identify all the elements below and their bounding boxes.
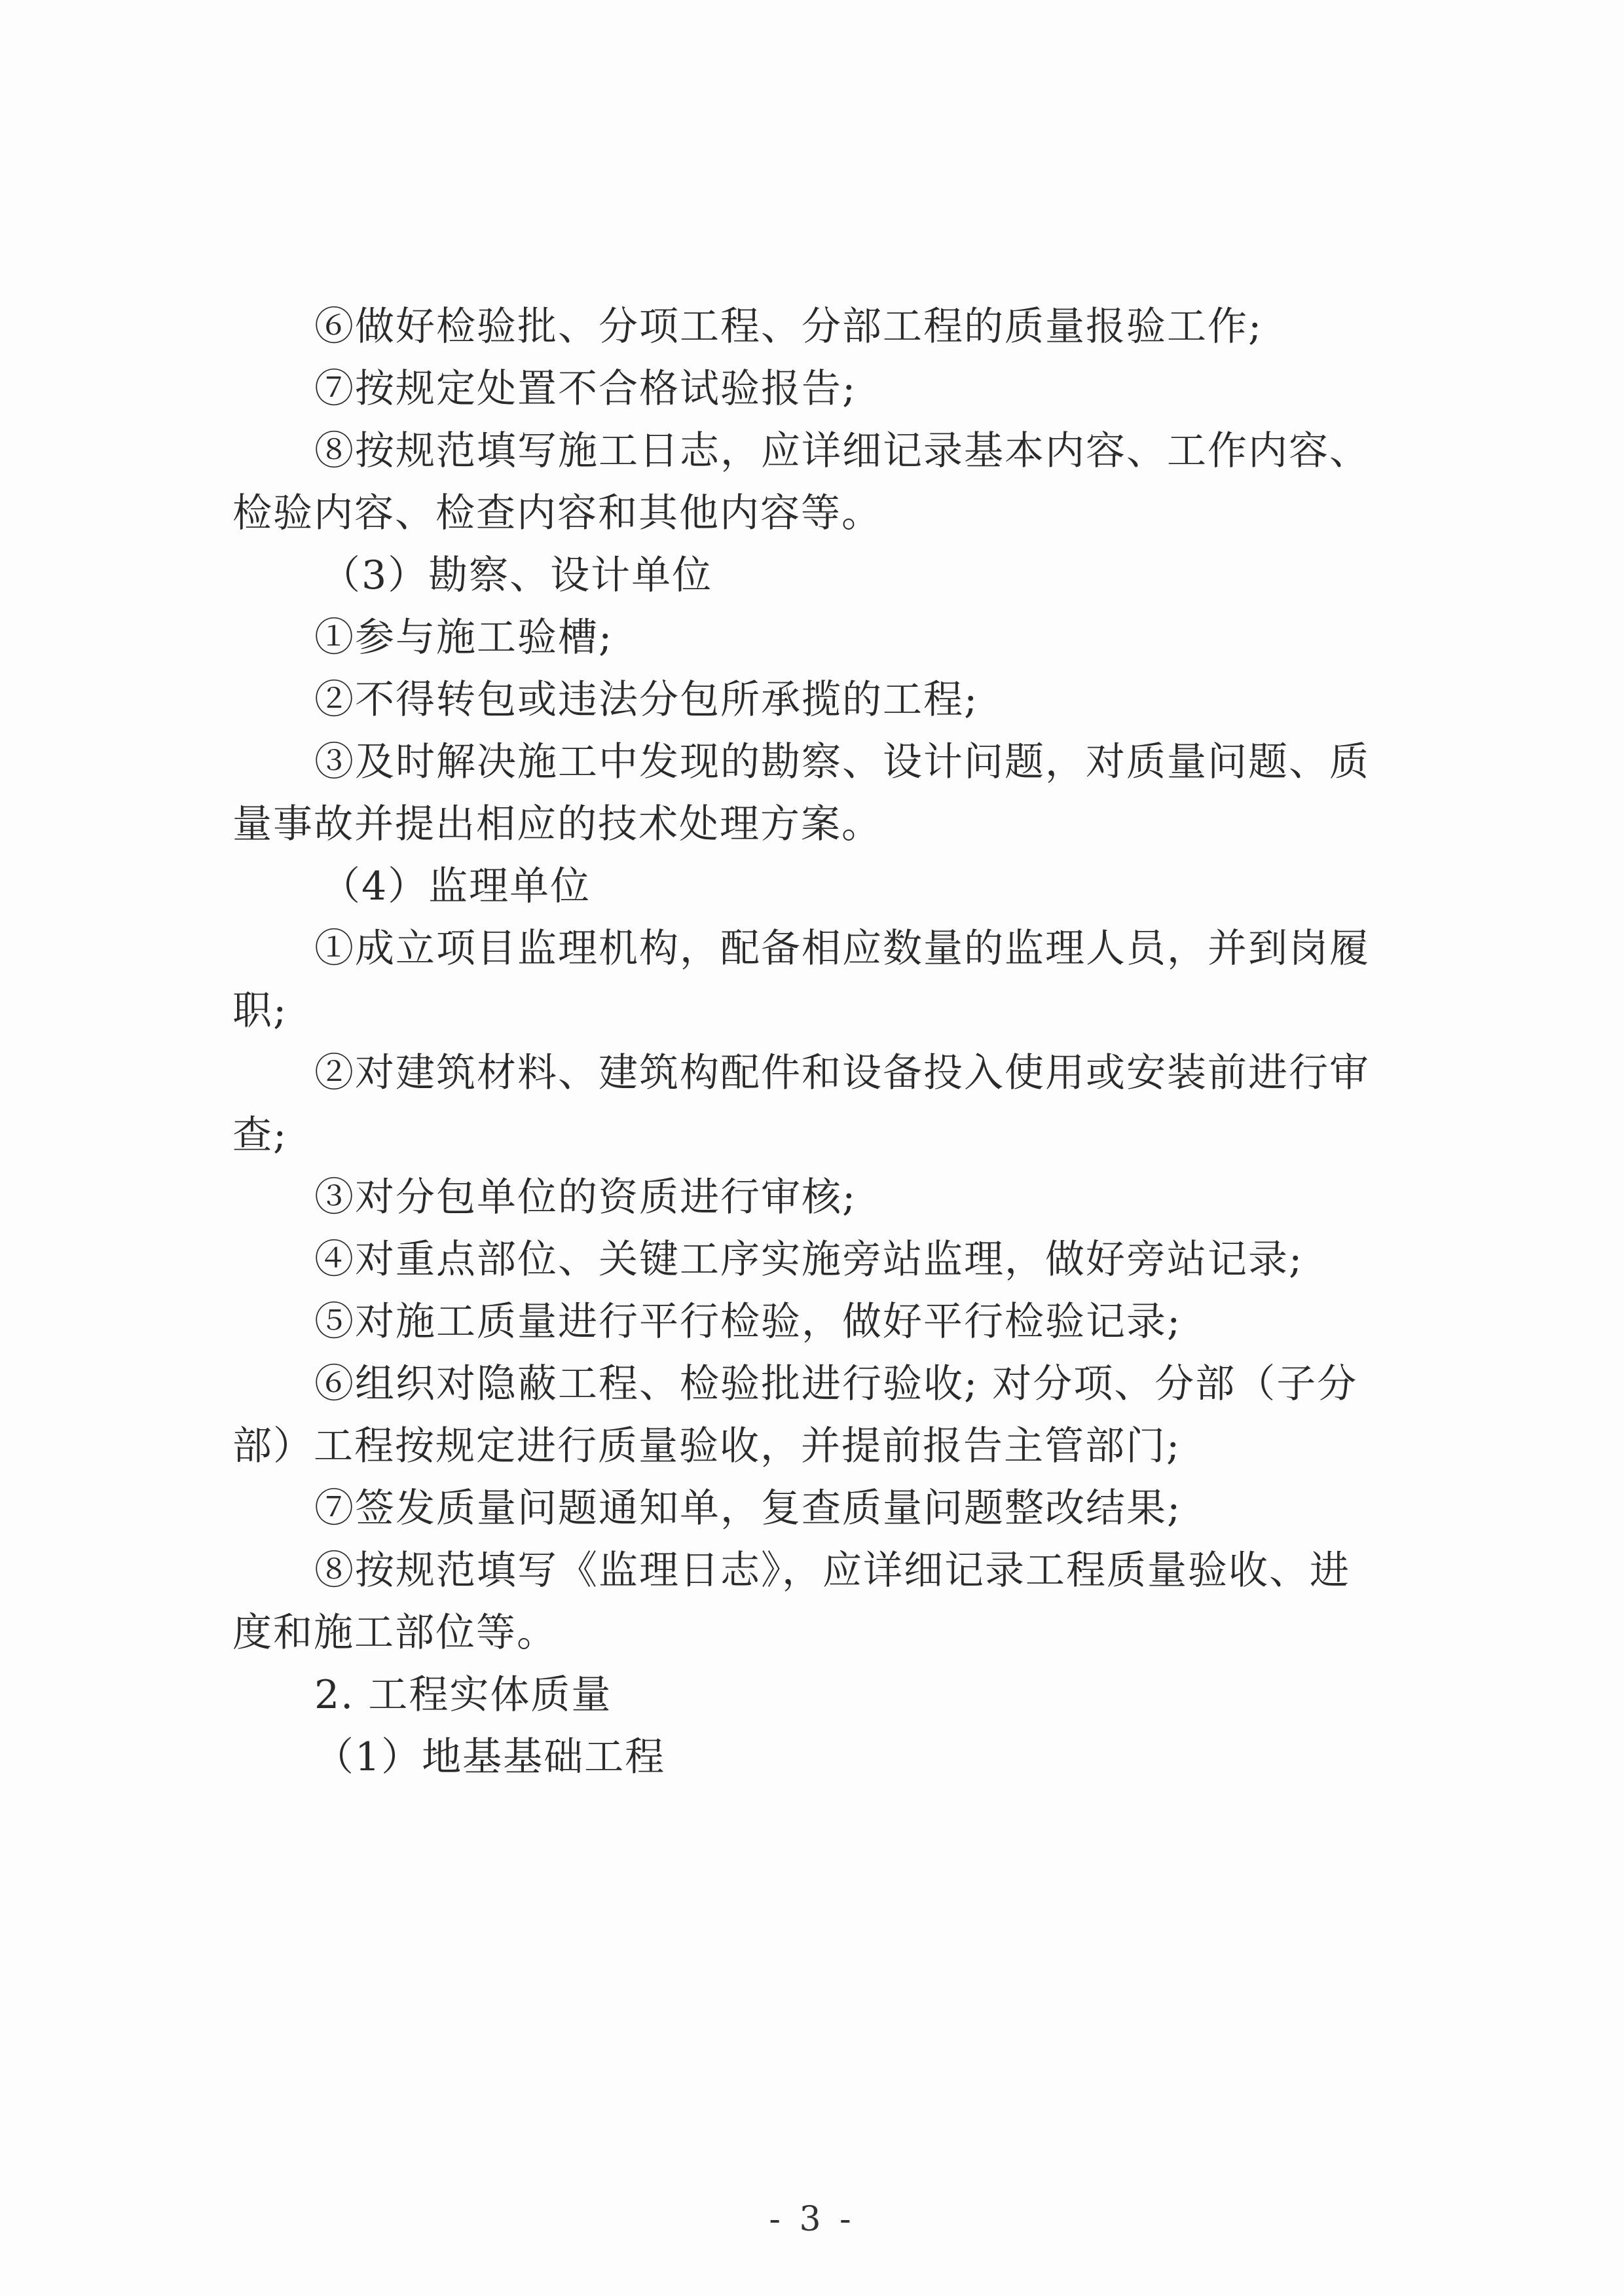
text-line: ⑧按规范填写《监理日志》，应详细记录工程质量验收、进	[314, 1548, 1350, 1594]
page-number: - 3 -	[769, 2200, 855, 2239]
section-heading: （4）监理单位	[321, 864, 591, 909]
text-line: ⑤对施工质量进行平行检验，做好平行检验记录;	[314, 1299, 1182, 1345]
section-heading: （3）勘察、设计单位	[321, 553, 713, 598]
text-line: ①参与施工验槽;	[314, 615, 614, 661]
text-line: 量事故并提出相应的技术处理方案。	[232, 801, 882, 847]
text-line: 部）工程按规定进行质量验收，并提前报告主管部门;	[232, 1423, 1181, 1469]
text-line: ②不得转包或违法分包所承揽的工程;	[314, 677, 979, 723]
text-line: 职;	[232, 988, 288, 1034]
text-line: 检验内容、检查内容和其他内容等。	[232, 490, 882, 536]
text-line: ⑦签发质量问题通知单，复查质量问题整改结果;	[314, 1485, 1182, 1531]
text-line: ③对分包单位的资质进行审核;	[314, 1175, 857, 1220]
text-line: ②对建筑材料、建筑构配件和设备投入使用或安装前进行审	[314, 1050, 1370, 1096]
text-line: ⑧按规范填写施工日志，应详细记录基本内容、工作内容、	[314, 428, 1370, 474]
text-line: ⑦按规定处置不合格试验报告;	[314, 366, 857, 412]
section-heading: （1）地基基础工程	[314, 1734, 666, 1780]
text-line: 度和施工部位等。	[232, 1610, 557, 1656]
text-line: ④对重点部位、关键工序实施旁站监理，做好旁站记录;	[314, 1237, 1304, 1283]
document-body	[232, 296, 1392, 1789]
text-line: ⑥做好检验批、分项工程、分部工程的质量报验工作;	[314, 304, 1263, 350]
text-line: ⑥组织对隐蔽工程、检验批进行验收; 对分项、分部（子分	[314, 1361, 1358, 1407]
text-line: ①成立项目监理机构，配备相应数量的监理人员，并到岗履	[314, 926, 1370, 972]
section-heading: 2. 工程实体质量	[314, 1672, 612, 1718]
text-line: ③及时解决施工中发现的勘察、设计问题，对质量问题、质	[314, 739, 1370, 785]
text-line: 查;	[232, 1112, 288, 1158]
